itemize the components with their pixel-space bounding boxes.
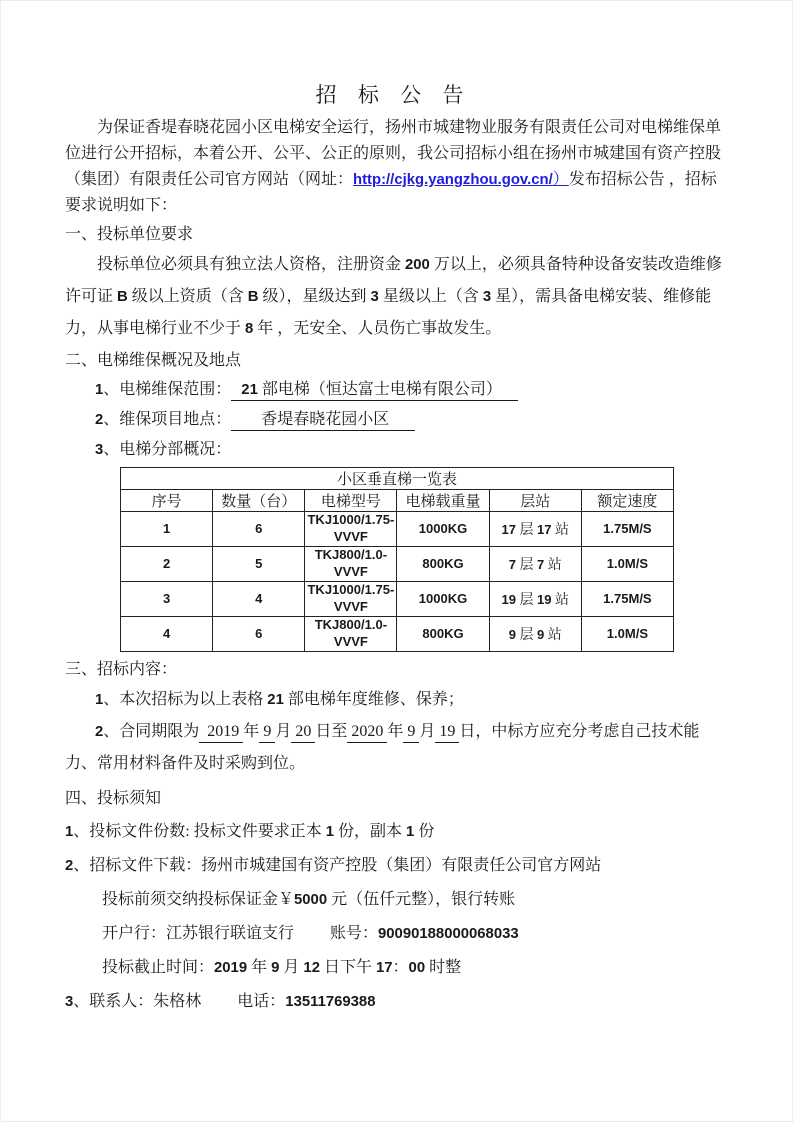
table-row [121,547,674,582]
bid-copies-line: 1、投标文件份数: 投标文件要求正本 1 份，副本 1 份 [65,823,435,840]
maintenance-scope-line [65,375,722,405]
table-header-cell: 电梯载重量 [397,490,489,512]
table-cell: 17 层 17 站 [489,512,581,547]
contract-period-line [65,716,722,780]
table-cell: 3 [121,582,213,617]
table-header-cell: 序号 [121,490,213,512]
contract-end-day-field: 19 [435,723,459,743]
deadline-line: 投标截止时间：2019 年 9 月 12 日下午 17：00 时整 [102,959,462,976]
contract-end-month-field: 9 [403,723,419,743]
table-header-cell: 额定速度 [581,490,673,512]
tender-content-item: 1、本次招标为以上表格 21 部电梯年度维修、保养； [95,691,464,708]
contract-suffix: 日，中标方应充分考虑自己技术能力、常用材料备件及时采购到位。 [65,723,700,772]
intro-paragraph [65,115,722,219]
table-title-row [121,468,674,490]
table-cell: 6 [213,617,305,652]
contract-start-day-field: 20 [291,723,315,743]
project-location-label: 2、维保项目地点： [95,411,232,428]
contract-sep: 年 [387,723,404,740]
table-cell: 1.0M/S [581,547,673,582]
table-header-row [121,490,674,512]
table-cell: 9 层 9 站 [489,617,581,652]
contract-prefix: 2、合同期限为 [95,723,200,740]
page-title: 招 标 公 告 [315,83,472,107]
table-cell: TKJ1000/1.75-VVVF [305,512,397,547]
contract-end-year-field: 2020 [347,723,387,743]
table-cell: 1.0M/S [581,617,673,652]
table-cell: 2 [121,547,213,582]
intro-text-after-link: 发布招标公告 ，招标要求说明如下： [65,171,717,214]
table-cell: 4 [121,617,213,652]
table-row [121,512,674,547]
table-cell: 1000KG [397,512,489,547]
table-cell: 800KG [397,547,489,582]
contract-start-year-field: 2019 [199,723,243,743]
table-cell: 7 层 7 站 [489,547,581,582]
table-cell: 1.75M/S [581,582,673,617]
table-cell: 1000KG [397,582,489,617]
contact-line: 3、联系人：朱格林 电话：13511769388 [65,993,376,1010]
deposit-line: 投标前须交纳投标保证金￥5000 元（伍仟元整），银行转账 [102,891,516,908]
table-cell: TKJ800/1.0-VVVF [305,617,397,652]
table-cell: TKJ800/1.0-VVVF [305,547,397,582]
contract-sep: 年 [243,723,260,740]
table-title: 小区垂直梯一览表 [121,468,674,490]
table-cell: 800KG [397,617,489,652]
contract-sep: 日至 [315,723,348,740]
download-site-line: 2、招标文件下载：扬州市城建国有资产控股（集团）有限责任公司官方网站 [65,857,602,874]
project-location-line [65,405,722,435]
section-heading-1: 一、投标单位要求 [65,226,194,243]
elevator-table [120,467,674,652]
website-link[interactable]: http://cjkg.yangzhou.gov.cn/） [353,171,569,188]
table-row [121,582,674,617]
maintenance-scope-label: 1、电梯维保范围： [95,381,232,398]
table-row [121,617,674,652]
project-location-value: 香堤春晓花园小区 [231,411,415,431]
table-cell: 1 [121,512,213,547]
section-heading-2: 二、电梯维保概况及地点 [65,352,242,369]
table-cell: 1.75M/S [581,512,673,547]
table-cell: 19 层 19 站 [489,582,581,617]
bidder-requirements-paragraph: 投标单位必须具有独立法人资格，注册资金 200 万以上，必须具备特种设备安装改造维修许可证 B 级以上资质（含 B 级），星级达到 3 星级以上（含 3 星），需具备电梯安装、维修能力，从事电梯行业不少于 8 年 ，无安全、人员伤亡事故发生。 [65,256,722,337]
intro-text-before-link: 为保证香堤春晓花园小区电梯安全运行，扬州市城建物业服务有限责任公司对电梯维保单位进行公开招标，本着公开、公平、公正的原则，我公司招标小组在扬州市城建国有资产控股（集团）有限责任公司官方网站（网址： [65,119,722,188]
section-heading-3: 三、招标内容： [65,661,178,678]
elevator-overview-label: 3、电梯分部概况： [95,441,232,458]
section-heading-4: 四、投标须知 [65,790,162,807]
table-cell: 5 [213,547,305,582]
table-header-cell: 层站 [489,490,581,512]
contract-sep: 月 [419,723,436,740]
maintenance-scope-value: 21 部电梯（恒达富士电梯有限公司） [231,381,518,401]
bank-account-line: 开户行：江苏银行联谊支行 账号：90090188000068033 [102,925,519,942]
table-cell: 6 [213,512,305,547]
table-cell: TKJ1000/1.75-VVVF [305,582,397,617]
table-header-cell: 数量（台） [213,490,305,512]
table-cell: 4 [213,582,305,617]
contract-sep: 月 [275,723,292,740]
contract-start-month-field: 9 [259,723,275,743]
table-header-cell: 电梯型号 [305,490,397,512]
